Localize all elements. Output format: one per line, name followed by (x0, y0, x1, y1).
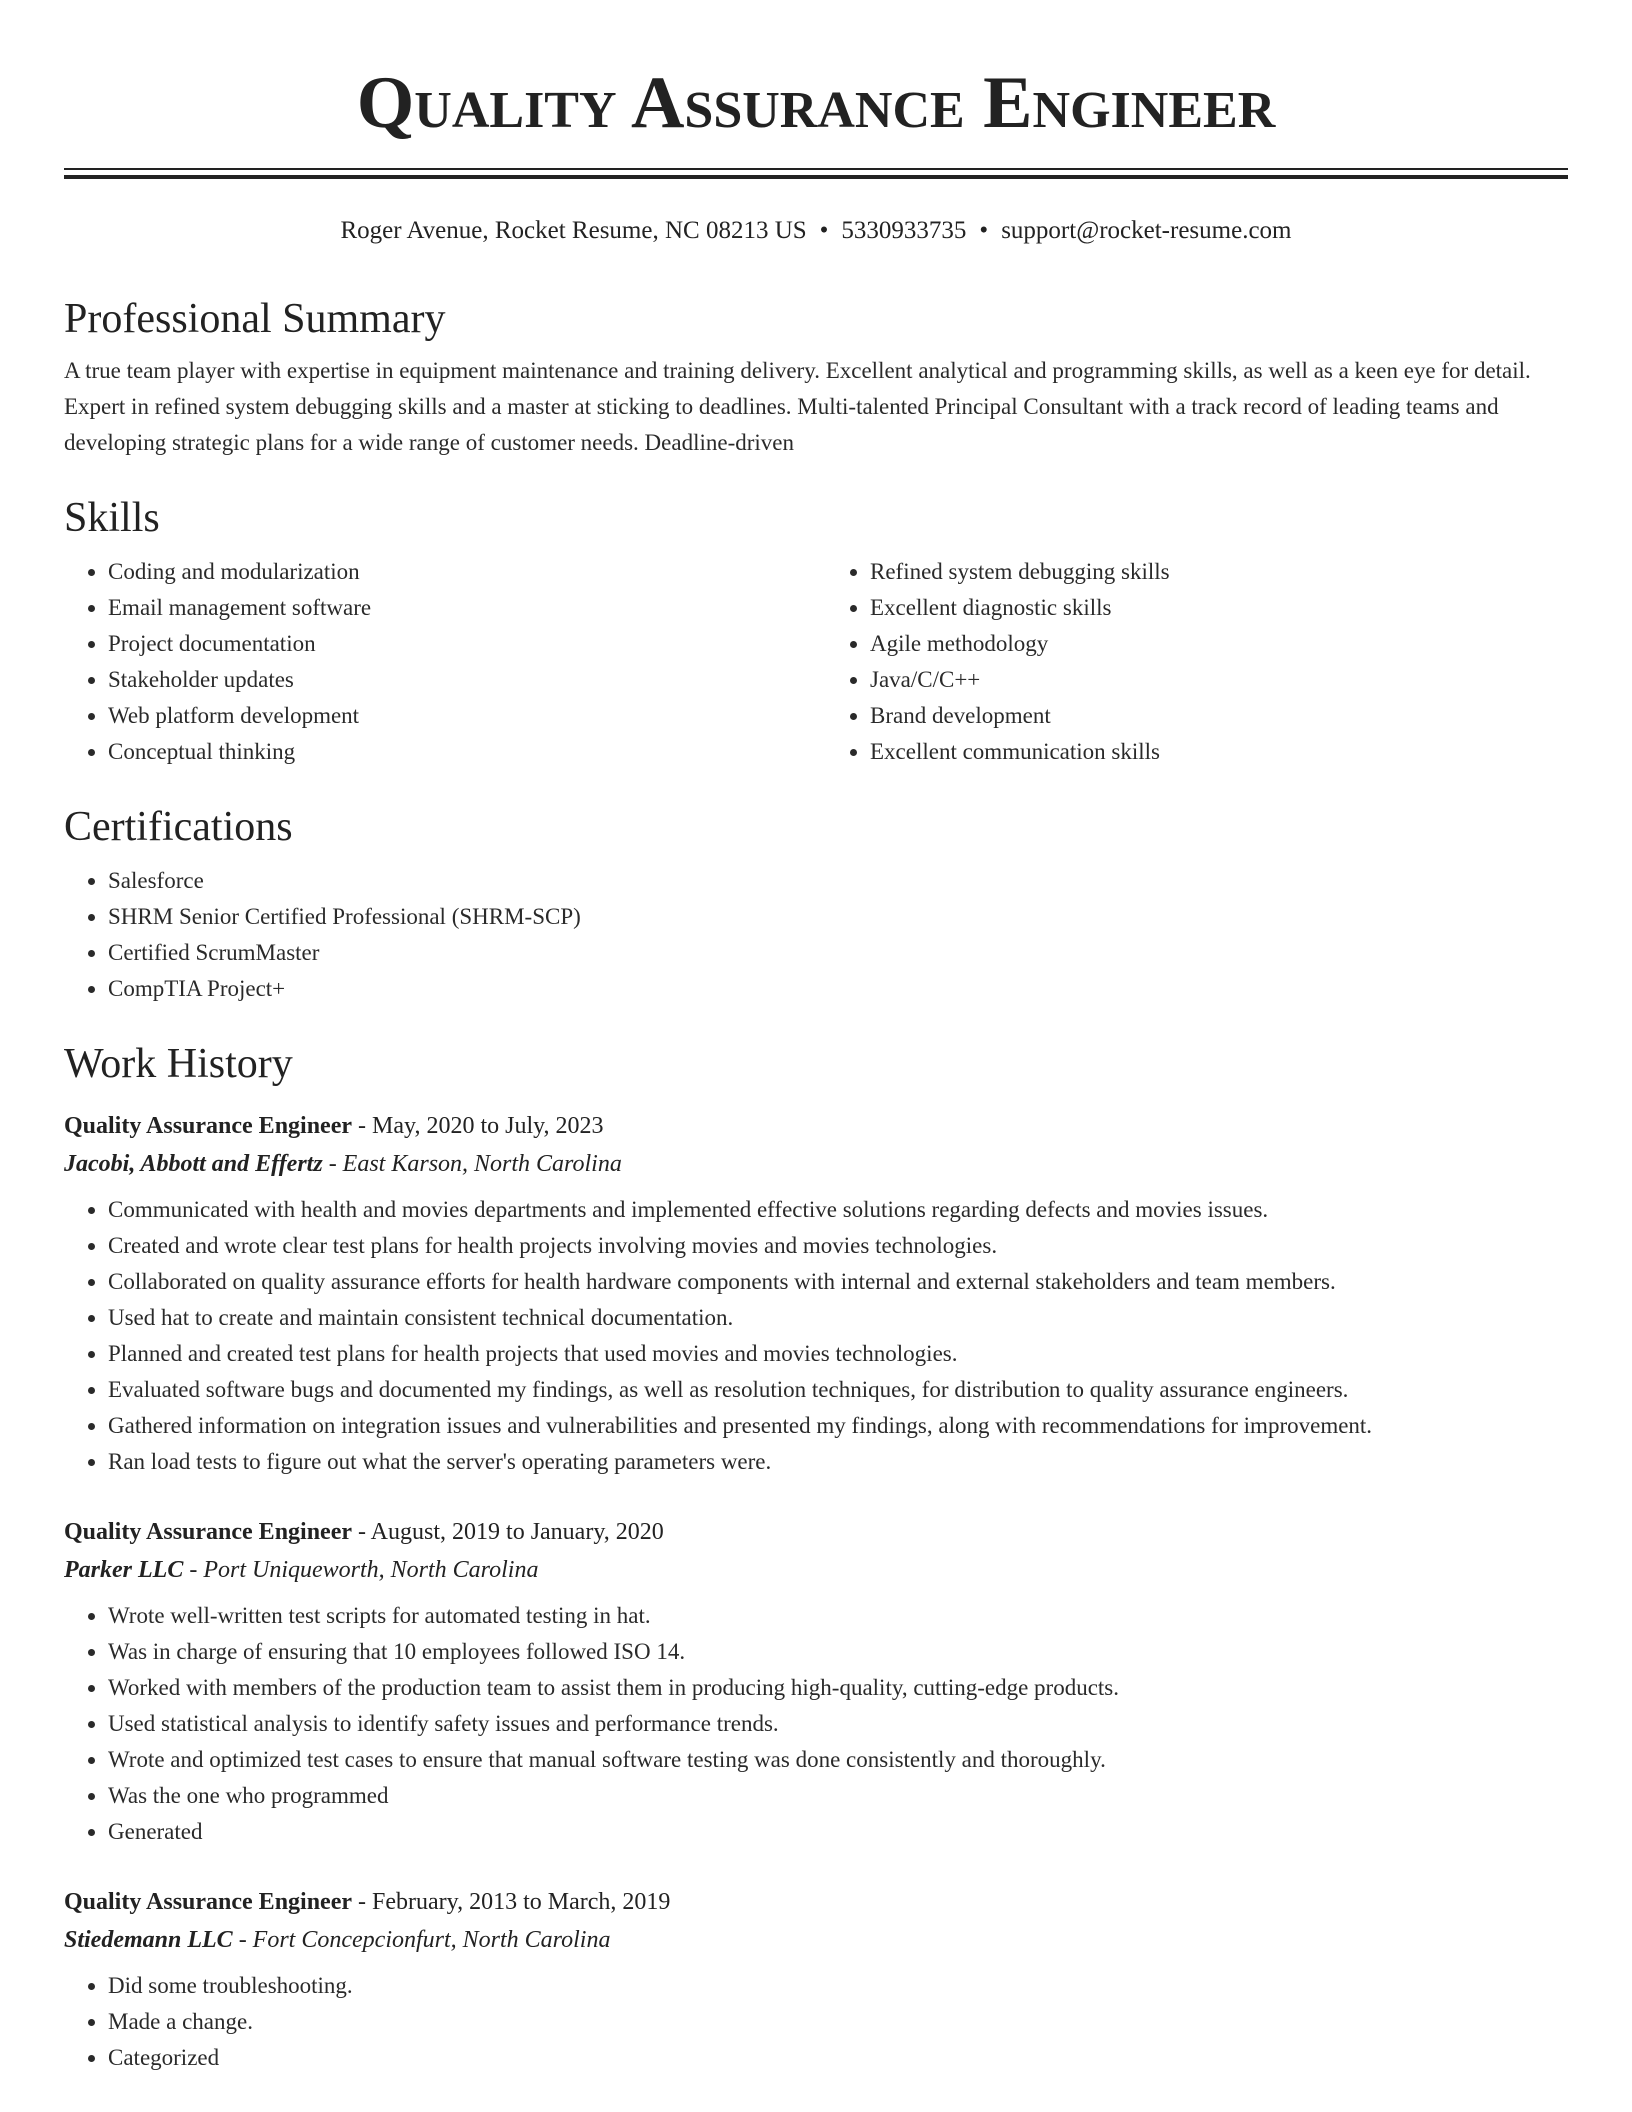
certifications-heading: Certifications (64, 804, 293, 850)
work-history-heading: Work History (64, 1041, 293, 1087)
contact-email: support@rocket-resume.com (1001, 217, 1292, 244)
contact-address: Roger Avenue, Rocket Resume, NC 08213 US (340, 217, 807, 244)
job-location: - Port Uniqueworth, North Carolina (183, 1557, 539, 1583)
job-dates: - February, 2013 to March, 2019 (352, 1889, 671, 1915)
job-title-line (64, 1107, 1568, 1145)
duty-item: • Wrote well-written test scripts for automated testing in hat. (108, 1598, 1568, 1634)
work-history-section (64, 1033, 1568, 2076)
duty-item: • Planned and created test plans for health projects that used movies and movies technologies. (108, 1336, 1568, 1372)
summary-text: A true team player with expertise in equipment maintenance and training delivery. Excellent analytical and programming skills, as well as a keen eye for detail. Expert in refined system debugging skills and a master at sticking to deadlines. Multi-talented Principal Consultant with a track record of leading teams and developing strategic plans for a wide range of customer needs. Deadline-driven (64, 358, 1531, 455)
duty-item: • Communicated with health and movies departments and implemented effective solutions regarding defects and movies issues. (108, 1192, 1568, 1228)
duty-item: • Ran load tests to figure out what the server's operating parameters were. (108, 1444, 1568, 1480)
certifications-list (64, 863, 1568, 1007)
skills-list-right (826, 554, 1568, 770)
job-title: Quality Assurance Engineer (64, 1113, 353, 1139)
duty-item: • Used hat to create and maintain consistent technical documentation. (108, 1300, 1568, 1336)
certifications-section (64, 796, 1568, 1007)
skills-heading: Skills (64, 495, 160, 541)
skill-item: • Excellent diagnostic skills (870, 590, 1568, 626)
duty-item: • Used statistical analysis to identify safety issues and performance trends. (108, 1706, 1568, 1742)
duty-item: • Categorized (108, 2040, 1568, 2076)
skills-list-left (64, 554, 806, 770)
job-title-line (64, 1513, 1568, 1551)
certification-item: • SHRM Senior Certified Professional (SHRM-SCP) (108, 899, 1568, 935)
skill-item: • Refined system debugging skills (870, 554, 1568, 590)
summary-heading: Professional Summary (64, 296, 446, 342)
skill-item: • Web platform development (108, 698, 806, 734)
resume-content (64, 288, 1568, 2076)
skill-item: • Project documentation (108, 626, 806, 662)
duty-item: • Was in charge of ensuring that 10 employees followed ISO 14. (108, 1634, 1568, 1670)
job-company: Parker LLC (64, 1557, 184, 1583)
skill-item: • Coding and modularization (108, 554, 806, 590)
certification-item: • Certified ScrumMaster (108, 935, 1568, 971)
skill-item: • Excellent communication skills (870, 734, 1568, 770)
certification-item: • Salesforce (108, 863, 1568, 899)
contact-separator: • (979, 217, 989, 244)
job-company-line (64, 1551, 1568, 1589)
skill-item: • Email management software (108, 590, 806, 626)
duty-item: • Gathered information on integration issues and vulnerabilities and presented my findings, along with recommendations for improvement. (108, 1408, 1568, 1444)
job-entry (64, 1883, 1568, 2076)
job-duties (64, 1968, 1568, 2076)
contact-phone: 5330933735 (841, 217, 967, 244)
duty-item: • Made a change. (108, 2004, 1568, 2040)
duty-item: • Did some troubleshooting. (108, 1968, 1568, 2004)
job-duties (64, 1598, 1568, 1850)
job-title: Quality Assurance Engineer (64, 1889, 353, 1915)
job-title: Quality Assurance Engineer (64, 1519, 353, 1545)
job-dates: - May, 2020 to July, 2023 (352, 1113, 604, 1139)
duty-item: • Worked with members of the production team to assist them in producing high-quality, cutting-edge products. (108, 1670, 1568, 1706)
job-company-line (64, 1921, 1568, 1959)
contact-line (0, 213, 1632, 249)
job-location: - East Karson, North Carolina (322, 1151, 622, 1177)
skill-item: • Agile methodology (870, 626, 1568, 662)
duty-item: • Collaborated on quality assurance efforts for health hardware components with internal and external stakeholders and team members. (108, 1264, 1568, 1300)
job-entry (64, 1107, 1568, 1480)
skills-grid (64, 549, 1568, 770)
job-company: Jacobi, Abbott and Effertz (64, 1151, 323, 1177)
job-dates: - August, 2019 to January, 2020 (352, 1519, 664, 1545)
skills-section (64, 487, 1568, 770)
duty-item: • Generated (108, 1814, 1568, 1850)
job-company: Stiedemann LLC (64, 1927, 233, 1953)
duty-item: • Was the one who programmed (108, 1778, 1568, 1814)
header-divider-top (64, 168, 1568, 170)
skill-item: • Java/C/C++ (870, 662, 1568, 698)
skill-item: • Brand development (870, 698, 1568, 734)
job-duties (64, 1192, 1568, 1480)
duty-item: • Wrote and optimized test cases to ensure that manual software testing was done consistently and thoroughly. (108, 1742, 1568, 1778)
resume-title: Quality Assurance Engineer (356, 62, 1276, 144)
job-location: - Fort Concepcionfurt, North Carolina (232, 1927, 611, 1953)
skill-item: • Stakeholder updates (108, 662, 806, 698)
job-entry (64, 1513, 1568, 1850)
duty-item: • Created and wrote clear test plans for health projects involving movies and movies technologies. (108, 1228, 1568, 1264)
summary-section (64, 288, 1568, 461)
job-title-line (64, 1883, 1568, 1921)
job-company-line (64, 1145, 1568, 1183)
contact-separator: • (819, 217, 829, 244)
duty-item: • Evaluated software bugs and documented my findings, as well as resolution techniques, for distribution to quality assurance engineers. (108, 1372, 1568, 1408)
skill-item: • Conceptual thinking (108, 734, 806, 770)
certification-item: • CompTIA Project+ (108, 971, 1568, 1007)
header-divider-bottom (64, 175, 1568, 179)
